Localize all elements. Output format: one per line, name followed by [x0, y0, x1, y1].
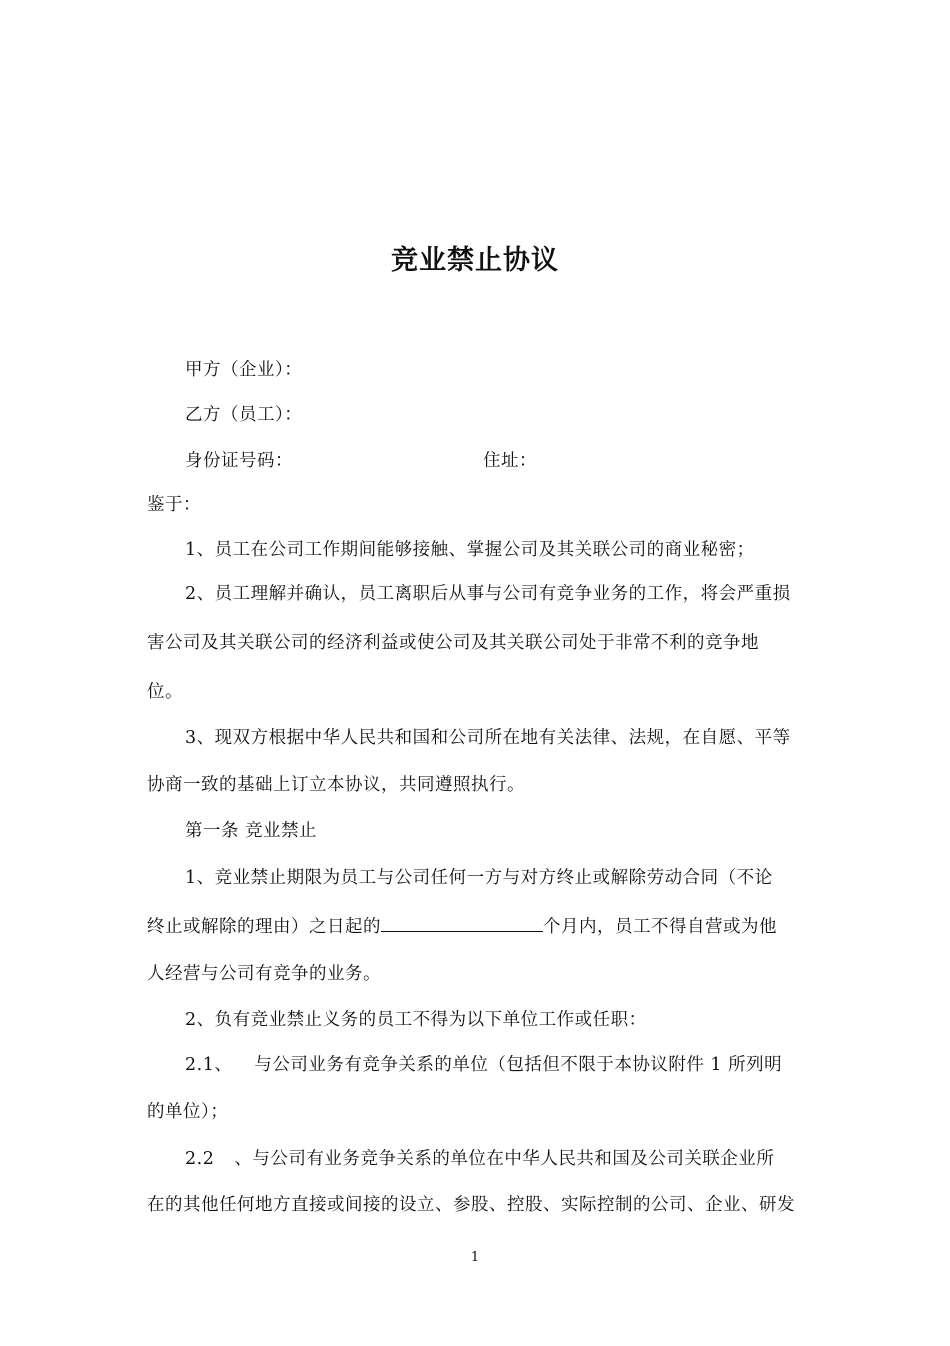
article-1-clause-1-line-1: 1、竞业禁止期限为员工与公司任何一方与对方终止或解除劳动合同（不论 [185, 868, 773, 888]
article-1-heading: 第一条 竞业禁止 [185, 821, 318, 841]
clause-2-2-line-2: 在的其他任何地方直接或间接的设立、参股、控股、实际控制的公司、企业、研发 [147, 1195, 795, 1215]
document-title: 竞业禁止协议 [391, 245, 559, 276]
recital-3-line-1: 3、现双方根据中华人民共和国和公司所在地有关法律、法规，在自愿、平等 [185, 728, 791, 748]
id-label: 身份证号码： [185, 451, 293, 471]
clause-2-1-line-2: 的单位）； [147, 1102, 229, 1122]
months-blank-field [381, 913, 543, 932]
clause-1-text-after: 个月内，员工不得自营或为他 [543, 917, 777, 937]
id-address-line [185, 449, 855, 473]
recital-2-line-3: 位。 [147, 682, 183, 702]
party-a-line: 甲方（企业）： [185, 360, 303, 380]
article-1-clause-1-line-3: 人经营与公司有竞争的业务。 [147, 964, 381, 984]
clause-2-2-text: 、与公司有业务竞争关系的单位在中华人民共和国及公司关联企业所 [234, 1149, 775, 1169]
recital-1: 1、员工在公司工作期间能够接触、掌握公司及其关联公司的商业秘密； [185, 540, 755, 560]
clause-2-1-text: 与公司业务有竞争关系的单位（包括但不限于本协议附件 1 所列明 [254, 1055, 783, 1075]
clause-2-1-number: 2.1、 [185, 1055, 233, 1075]
article-1-clause-1-line-2 [147, 913, 817, 939]
whereas-heading: 鉴于： [147, 495, 201, 515]
party-b-line: 乙方（员工）： [185, 405, 303, 425]
clause-2-2-line-1 [185, 1147, 855, 1171]
article-1-clause-2: 2、负有竞业禁止义务的员工不得为以下单位工作或任职： [185, 1010, 647, 1030]
page-number: 1 [470, 1250, 480, 1265]
recital-2-line-2: 害公司及其关联公司的经济利益或使公司及其关联公司处于非常不利的竞争地 [147, 633, 759, 653]
address-label: 住址： [483, 451, 537, 471]
recital-3-line-2: 协商一致的基础上订立本协议，共同遵照执行。 [147, 775, 525, 795]
clause-2-2-number: 2.2 [185, 1149, 215, 1169]
recital-2-line-1: 2、员工理解并确认，员工离职后从事与公司有竞争业务的工作，将会严重损 [185, 584, 791, 604]
clause-2-1-line-1 [185, 1053, 855, 1077]
clause-1-text-before: 终止或解除的理由）之日起的 [147, 917, 381, 937]
